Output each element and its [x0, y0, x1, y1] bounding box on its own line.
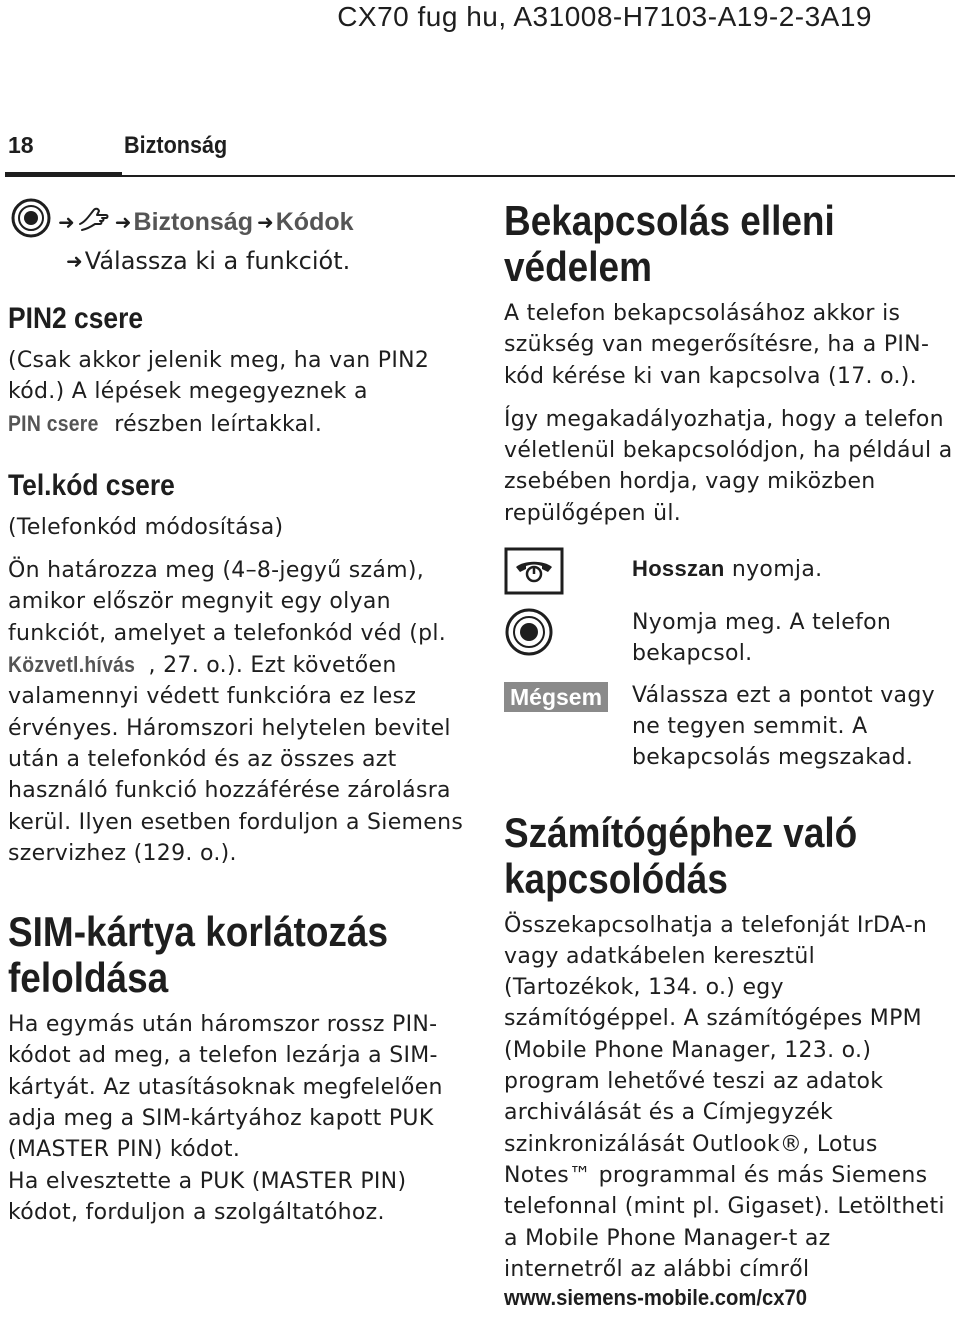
joystick-center-icon: [504, 642, 554, 661]
menu-path: [8, 198, 464, 277]
key-row-text: Válassza ezt a pontot vagy ne tegyen semmit. A bekapcsolás megszakad.: [632, 682, 935, 771]
bekapcsolas-heading: Bekapcsolás elleni védelem: [504, 197, 835, 290]
megsem-softkey-badge: Mégsem: [504, 682, 608, 712]
pin2-paragraph: (Csak akkor jelenik meg, ha van PIN2 kód.) A lépések megegyeznek a PIN csere részben leírtakkal.: [8, 345, 464, 440]
key-row-end: [504, 547, 954, 599]
sim-paragraph-2: Ha elvesztette a PUK (MASTER PIN) kódot, forduljon a szolgáltatóhoz.: [8, 1168, 407, 1225]
arrow-right-icon: ➜: [256, 209, 274, 234]
settings-hand-icon: [77, 202, 111, 242]
joystick-center-icon: [8, 198, 54, 246]
bekapcsolas-paragraph-1: A telefon bekapcsolásához akkor is szükség van megerősítésre, ha a PIN-kód kérése ki van kapcsolva (17. o.).: [504, 301, 930, 389]
pin2-heading: PIN2 csere: [8, 302, 144, 335]
arrow-right-icon: ➜: [58, 209, 75, 234]
bekapcsolas-paragraph-2: Így megakadályozhatja, hogy a telefon véletlenül bekapcsolódjon, ha például a zsebében hordja, vagy miközben repülőgépen ül.: [504, 406, 953, 526]
menu-instruction: Válassza ki a funkciót.: [84, 247, 351, 275]
page-number: 18: [8, 132, 34, 158]
key-row-joystick: [504, 607, 954, 670]
kozvetl-hivas-ref: Közvetl.hívás: [8, 652, 136, 678]
end-key-icon: [504, 580, 564, 599]
key-row-bold: Hosszan: [632, 556, 725, 582]
sim-heading: SIM-kártya korlátozás feloldása: [8, 908, 389, 1002]
page-section-title: Biztonság: [124, 132, 228, 159]
arrow-right-icon: ➜: [114, 209, 132, 234]
menu-item-biztonsag: Biztonság: [133, 207, 253, 236]
telkod-subtitle: (Telefonkód módosítása): [8, 514, 284, 540]
header-rule-thick: [5, 172, 122, 177]
telkod-heading: Tel.kód csere: [8, 468, 175, 502]
key-row-megsem: [504, 680, 954, 774]
key-row-text: Nyomja meg. A telefon bekapcsol.: [632, 610, 892, 667]
telkod-paragraph: Ön határozza meg (4–8-jegyű szám), amikor először megnyit egy olyan funkciót, amelyet a telefonkód véd (pl. Közvetl.hívás , 27. o.). Ezt követően valamennyi védett funkcióra ez lesz érvényes. Háromszori helytelen bevitel után a telefonkód és az összes azt használó funkció hozzáférése zárolásra kerül. Ilyen esetben forduljon a Siemens szervizhez (129. o.).: [8, 558, 464, 866]
left-column: [8, 198, 464, 1228]
pc-heading: Számítógéphez való kapcsolódás: [504, 808, 858, 902]
siemens-url-link[interactable]: www.siemens-mobile.com/cx70: [504, 1285, 807, 1311]
right-column: [504, 198, 954, 1311]
pin-csere-ref: PIN csere: [8, 410, 99, 436]
header-rule: [122, 175, 955, 177]
key-row-text: nyomja.: [724, 557, 823, 583]
document-code: CX70 fug hu, A31008-H7103-A19-2-3A19: [337, 1, 872, 32]
menu-item-kodok: Kódok: [275, 207, 354, 236]
pc-paragraph: Összekapcsolhatja a telefonját IrDA-n vagy adatkábelen keresztül (Tartozékok, 134. o.) egy számítógéppel. A számítógépes MPM (Mobile Phone Manager, 123. o.) program lehetővé teszi az adatok archiválását és a Címjegyzék szinkronizálását Outlook®, Lotus Notes™ programmal és más Siemens telefonnal (mint pl. Gigaset). Letöltheti a Mobile Phone Manager-t az internetről az alábbi címről: [504, 912, 945, 1282]
sim-paragraph-1: Ha egymás után háromszor rossz PIN-kódot ad meg, a telefon lezárja a SIM-kártyát. Az utasításoknak megfelelően adja meg a SIM-kártyához kapott PUK (MASTER PIN) kódot.: [8, 1012, 443, 1163]
arrow-right-icon: ➜: [66, 249, 83, 273]
